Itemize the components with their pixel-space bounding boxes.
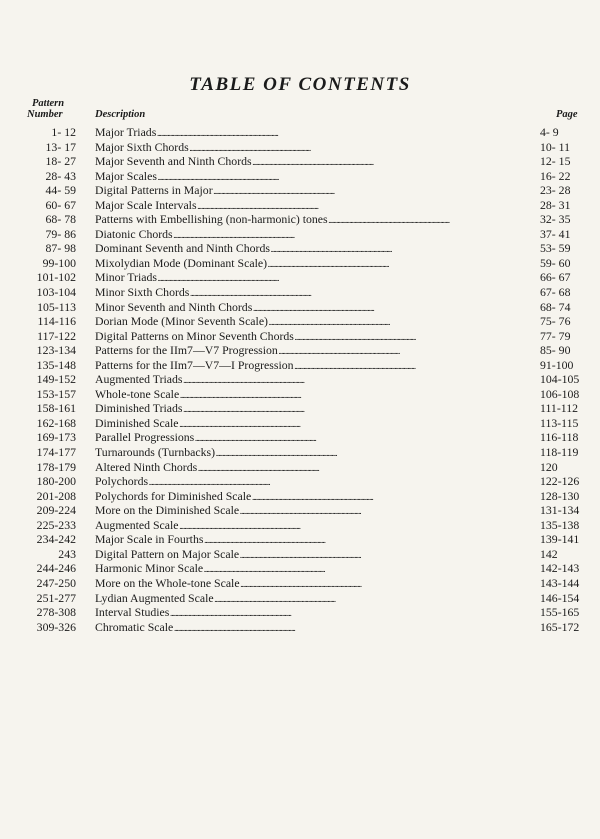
contents-row (0, 198, 600, 213)
contents-row (0, 241, 600, 256)
contents-row (0, 547, 600, 562)
contents-row (0, 314, 600, 329)
entry-description: Minor Sixth Chords . . . (95, 285, 536, 301)
page-range: 131-134 (540, 503, 580, 518)
entry-description: Minor Seventh and Ninth Chords . . . (95, 300, 536, 316)
entry-description: Chromatic Scale . . . (95, 620, 536, 636)
contents-row (0, 387, 600, 402)
entry-description: Patterns with Embellishing (non-harmonic) tones . . . (95, 212, 536, 228)
entry-description: Major Triads . . . (95, 125, 536, 141)
entry-description: Major Sixth Chords . . . (95, 140, 536, 156)
header-pattern: Pattern (32, 98, 65, 109)
entry-description: Harmonic Minor Scale . . . (95, 561, 536, 577)
entry-description: Minor Triads . . . (95, 270, 536, 286)
pattern-number: 309-326 (36, 619, 76, 634)
page-range: 120 (540, 459, 558, 474)
pattern-number: 87- 98 (45, 241, 76, 256)
pattern-number: 28- 43 (45, 168, 76, 183)
page-range: 118-119 (540, 445, 579, 460)
pattern-number: 13- 17 (45, 139, 76, 154)
contents-row (0, 285, 600, 300)
pattern-number: 135-148 (36, 357, 76, 372)
entry-description: Lydian Augmented Scale . . . (95, 591, 536, 607)
page-range: 4- 9 (540, 125, 559, 139)
pattern-number: 123-134 (36, 343, 76, 358)
pattern-number: 79- 86 (45, 226, 76, 241)
entry-description: Diatonic Chords . . . (95, 227, 536, 243)
pattern-number: 103-104 (36, 285, 76, 300)
page-range: 135-138 (540, 517, 580, 532)
contents-row (0, 358, 600, 373)
pattern-number: 60- 67 (45, 197, 76, 212)
entry-description: More on the Whole-tone Scale . . . (95, 576, 536, 592)
pattern-number: 201-208 (36, 488, 76, 503)
page-range: 111-112 (540, 401, 579, 416)
contents-row (0, 430, 600, 445)
entry-description: Altered Ninth Chords . . . (95, 460, 536, 476)
page-range: 128-130 (540, 488, 580, 503)
page-range: 155-165 (540, 605, 580, 620)
page-range: 77- 79 (540, 328, 571, 343)
entry-description: Augmented Triads . . . (95, 372, 536, 388)
entry-description: Digital Patterns on Minor Seventh Chords . . . (95, 329, 536, 345)
contents-row (0, 343, 600, 358)
pattern-number: 101-102 (36, 270, 76, 285)
contents-row (0, 329, 600, 344)
contents-row (0, 300, 600, 315)
page-range: 37- 41 (540, 226, 571, 241)
page-range: 122-126 (540, 474, 580, 489)
contents-row (0, 256, 600, 271)
entry-description: Digital Pattern on Major Scale . . . (95, 547, 536, 563)
pattern-number: 247-250 (36, 575, 76, 590)
pattern-number: 18- 27 (45, 154, 76, 169)
page-range: 16- 22 (540, 168, 571, 183)
page-range: 85- 90 (540, 343, 571, 358)
pattern-number: 251-277 (36, 590, 76, 605)
contents-row (0, 503, 600, 518)
pattern-number: 169-173 (36, 430, 76, 445)
entry-description: Whole-tone Scale . . . (95, 387, 536, 403)
page-range: 143-144 (540, 575, 580, 590)
header-description: Description (95, 109, 146, 120)
entry-description: Diminished Scale . . . (95, 416, 536, 432)
entry-description: Mixolydian Mode (Dominant Scale) . . . (95, 256, 536, 272)
entry-description: Digital Patterns in Major . . . (95, 183, 536, 199)
contents-row (0, 183, 600, 198)
contents-row (0, 518, 600, 533)
entry-description: Dominant Seventh and Ninth Chords . . . (95, 241, 536, 257)
contents-row (0, 401, 600, 416)
contents-row (0, 576, 600, 591)
contents-row (0, 140, 600, 155)
page-range: 142 (540, 546, 558, 561)
contents-row (0, 532, 600, 547)
contents-list (0, 125, 600, 634)
entry-description: Interval Studies . . . (95, 605, 536, 621)
page-range: 142-143 (540, 561, 580, 576)
pattern-number: 68- 78 (45, 212, 76, 227)
page-range: 165-172 (540, 619, 580, 634)
contents-row (0, 620, 600, 635)
contents-row (0, 372, 600, 387)
pattern-number: 44- 59 (45, 183, 76, 198)
contents-row (0, 270, 600, 285)
page-range: 104-105 (540, 372, 580, 387)
pattern-number: 278-308 (36, 605, 76, 620)
pattern-number: 105-113 (37, 299, 76, 314)
pattern-number: 174-177 (36, 445, 76, 460)
page-range: 10- 11 (540, 139, 571, 154)
pattern-number: 209-224 (36, 503, 76, 518)
entry-description: Major Scale in Fourths . . . (95, 532, 536, 548)
page-range: 75- 76 (540, 314, 571, 329)
page-range: 32- 35 (540, 212, 571, 227)
page-range: 67- 68 (540, 285, 571, 300)
header-number: Number (27, 109, 63, 120)
page-range: 53- 59 (540, 241, 571, 256)
pattern-number: 234-242 (36, 532, 76, 547)
contents-row (0, 605, 600, 620)
pattern-number: 149-152 (36, 372, 76, 387)
page-range: 106-108 (540, 386, 580, 401)
page-range: 113-115 (540, 415, 579, 430)
entry-description: Patterns for the IIm7—V7—I Progression . . . (95, 358, 536, 374)
entry-description: Diminished Triads . . . (95, 401, 536, 417)
pattern-number: 178-179 (36, 459, 76, 474)
page-range: 23- 28 (540, 183, 571, 198)
contents-row (0, 169, 600, 184)
contents-row (0, 460, 600, 475)
entry-description: Parallel Progressions . . . (95, 430, 536, 446)
page-title: TABLE OF CONTENTS (189, 74, 411, 95)
pattern-number: 99-100 (42, 255, 76, 270)
pattern-number: 180-200 (36, 474, 76, 489)
page-range: 68- 74 (540, 299, 571, 314)
entry-description: Patterns for the IIm7—V7 Progression . . . (95, 343, 536, 359)
page-range: 139-141 (540, 532, 580, 547)
contents-row (0, 489, 600, 504)
entry-description: Major Seventh and Ninth Chords . . . (95, 154, 536, 170)
contents-row (0, 591, 600, 606)
contents-row (0, 474, 600, 489)
page-range: 91-100 (540, 357, 574, 372)
contents-row (0, 416, 600, 431)
page-range: 146-154 (540, 590, 580, 605)
pattern-number: 153-157 (36, 386, 76, 401)
contents-row (0, 212, 600, 227)
entry-description: Major Scale Intervals . . . (95, 198, 536, 214)
pattern-number: 225-233 (36, 517, 76, 532)
entry-description: More on the Diminished Scale . . . (95, 503, 536, 519)
entry-description: Polychords for Diminished Scale . . . (95, 489, 536, 505)
page-range: 12- 15 (540, 154, 571, 169)
entry-description: Dorian Mode (Minor Seventh Scale) . . . (95, 314, 536, 330)
contents-row (0, 561, 600, 576)
entry-description: Turnarounds (Turnbacks) . . . (95, 445, 536, 461)
header-page: Page (556, 109, 578, 120)
pattern-number: 114-116 (37, 314, 76, 329)
pattern-number: 158-161 (36, 401, 76, 416)
contents-row (0, 154, 600, 169)
page-range: 59- 60 (540, 255, 571, 270)
entry-description: Polychords . . . (95, 474, 536, 490)
pattern-number: 162-168 (36, 415, 76, 430)
page-range: 28- 31 (540, 197, 571, 212)
entry-description: Major Scales . . . (95, 169, 536, 185)
pattern-number: 117-122 (37, 328, 76, 343)
page-range: 116-118 (540, 430, 579, 445)
contents-row (0, 445, 600, 460)
page-range: 66- 67 (540, 270, 571, 285)
contents-row (0, 125, 600, 140)
pattern-number: 244-246 (36, 561, 76, 576)
pattern-number: 1- 12 (51, 125, 76, 139)
pattern-number: 243 (58, 546, 76, 561)
entry-description: Augmented Scale . . . (95, 518, 536, 534)
contents-row (0, 227, 600, 242)
